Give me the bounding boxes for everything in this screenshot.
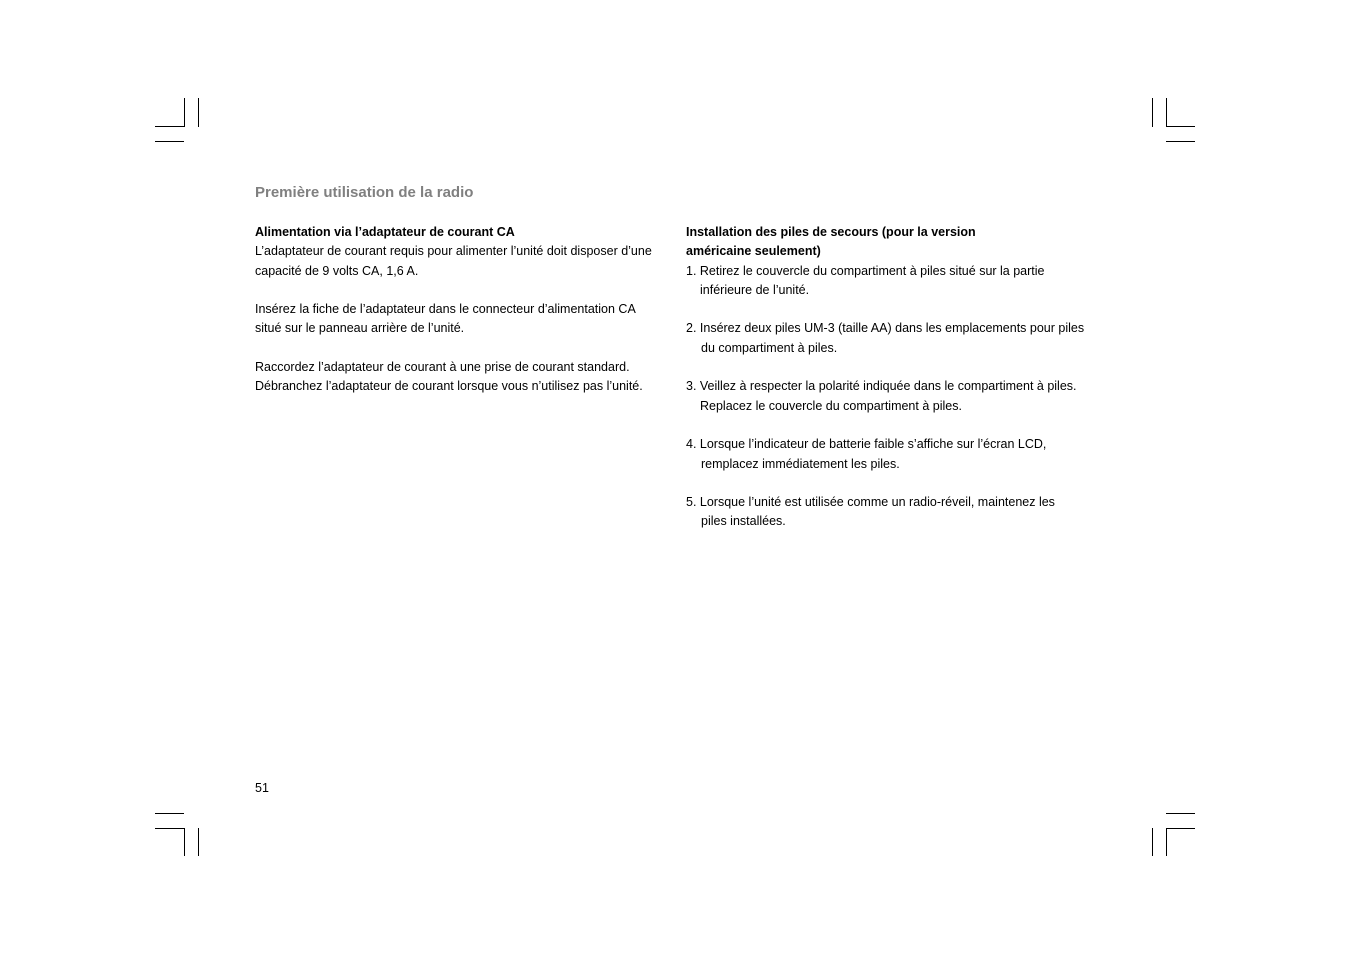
list-item-continuation: Replacez le couvercle du compartiment à piles. <box>700 398 962 413</box>
paragraph-line: Insérez la fiche de l’adaptateur dans le connecteur d’alimentation CA <box>255 302 636 317</box>
list-item <box>686 377 1106 416</box>
crop-mark-top-left-h2 <box>155 141 184 142</box>
list-item-line: 4. Lorsque l’indicateur de batterie faible s’affiche sur l’écran LCD, <box>686 437 1047 452</box>
crop-mark-bottom-left-v1 <box>184 828 185 856</box>
list-item-continuation: inférieure de l’unité. <box>700 282 810 297</box>
right-column <box>686 223 1106 532</box>
crop-mark-top-right-v2 <box>1166 98 1167 127</box>
crop-mark-top-right-v1 <box>1152 98 1153 127</box>
heading-line: américaine seulement) <box>686 244 821 259</box>
left-column-heading: Alimentation via l’adaptateur de courant CA <box>255 225 515 239</box>
crop-mark-bottom-right-v1 <box>1152 828 1153 856</box>
crop-mark-top-right-h2 <box>1166 141 1195 142</box>
crop-mark-top-left-h1 <box>155 126 184 127</box>
crop-mark-bottom-left-h1 <box>155 813 184 814</box>
crop-mark-bottom-left-h2 <box>155 828 184 829</box>
heading-line: Installation des piles de secours (pour la version <box>686 225 976 239</box>
crop-mark-top-right-h1 <box>1166 126 1195 127</box>
list-item-line: 5. Lorsque l’unité est utilisée comme un radio-réveil, maintenez les <box>686 495 1055 510</box>
crop-mark-bottom-right-v2 <box>1166 828 1167 856</box>
list-item <box>686 262 1106 301</box>
paragraph-connect-outlet <box>255 358 670 397</box>
crop-mark-top-left-v2 <box>198 98 199 127</box>
right-column-heading <box>686 223 1106 262</box>
paragraph-line: situé sur le panneau arrière de l’unité. <box>255 321 465 336</box>
list-item-continuation: du compartiment à piles. <box>701 340 838 355</box>
crop-mark-bottom-right-h2 <box>1166 828 1195 829</box>
paragraph-line: Raccordez l’adaptateur de courant à une prise de courant standard. <box>255 360 630 375</box>
crop-mark-top-left-v1 <box>184 98 185 127</box>
list-item-line: 2. Insérez deux piles UM-3 (taille AA) dans les emplacements pour piles <box>686 321 1085 336</box>
list-item-line: 1. Retirez le couvercle du compartiment à piles situé sur la partie <box>686 263 1045 278</box>
paragraph-plug-adapter <box>255 300 670 339</box>
paragraph-power-requirements <box>255 242 670 281</box>
left-column <box>255 223 670 397</box>
paragraph-line: L’adaptateur de courant requis pour alimenter l’unité doit disposer d’une <box>255 244 652 259</box>
page-title: Première utilisation de la radio <box>255 184 474 201</box>
paragraph-line: Débranchez l’adaptateur de courant lorsque vous n’utilisez pas l’unité. <box>255 379 643 394</box>
list-item-continuation: remplacez immédiatement les piles. <box>701 456 900 471</box>
paragraph-line: capacité de 9 volts CA, 1,6 A. <box>255 263 419 278</box>
crop-mark-bottom-right-h1 <box>1166 813 1195 814</box>
list-item <box>686 435 1106 474</box>
crop-mark-bottom-left-v2 <box>198 828 199 856</box>
list-item-continuation: piles installées. <box>701 514 786 529</box>
page-number: 51 <box>255 781 269 795</box>
list-item <box>686 493 1106 532</box>
list-item <box>686 319 1106 358</box>
list-item-line: 3. Veillez à respecter la polarité indiquée dans le compartiment à piles. <box>686 379 1077 394</box>
